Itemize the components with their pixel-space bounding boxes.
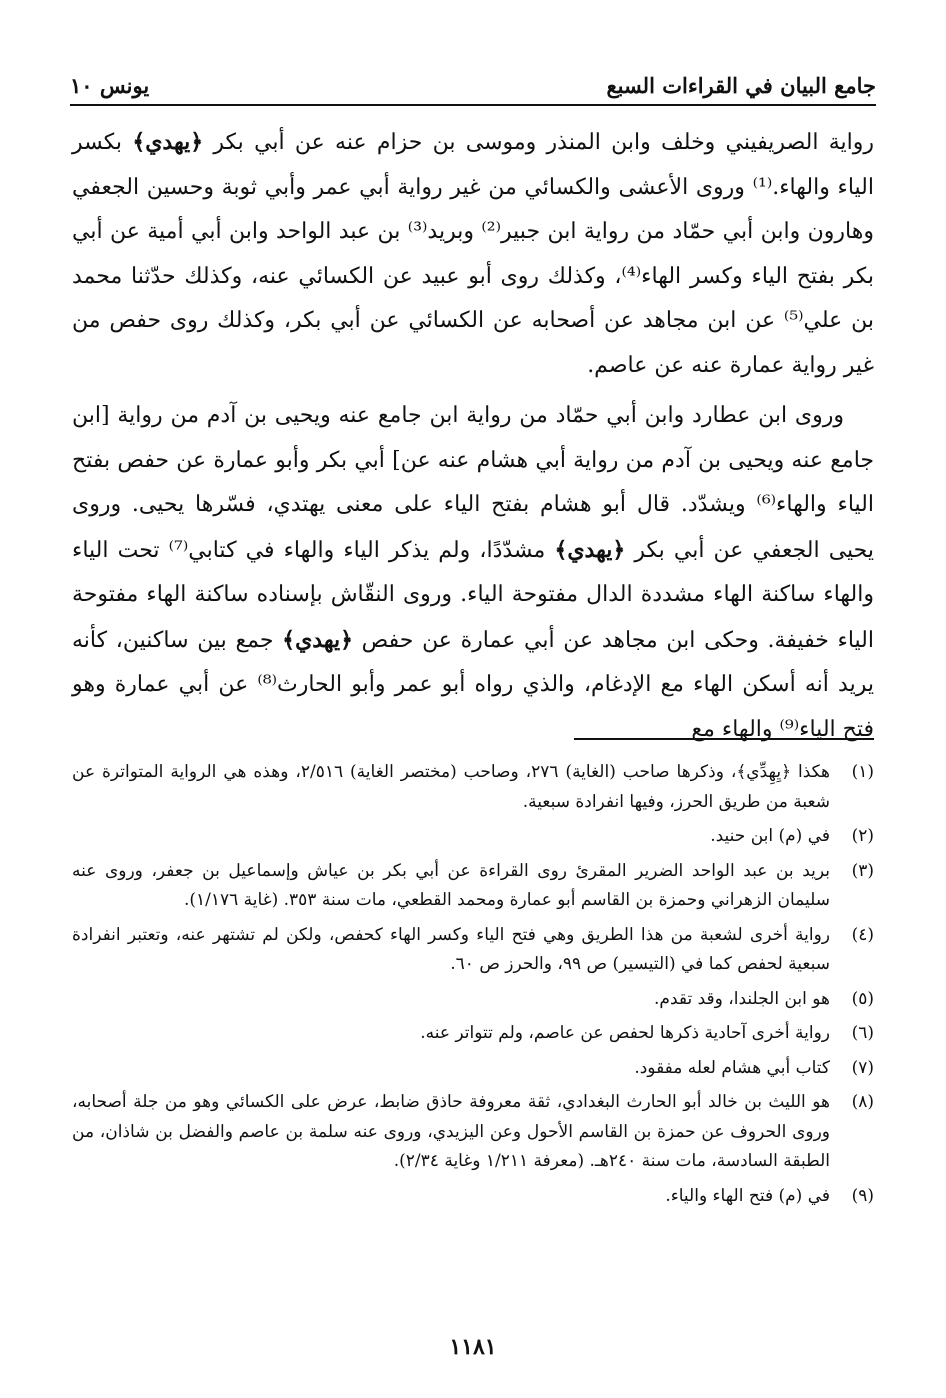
- footnote-text: رواية أخرى آحادية ذكرها لحفص عن عاصم، ولم تتواتر عنه.: [420, 1023, 830, 1043]
- quran-word: ﴿يهدي﴾: [132, 129, 204, 155]
- footnote-text: هكذا ﴿يِهِدِّي﴾، وذكرها صاحب (الغاية) ٢٧٦، وصاحب (مختصر الغاية) ٢/٥١٦، وهذه هي الرواية المتواترة عن شعبة من طريق الحرز، وفيها انفرادة سبعية.: [72, 762, 830, 812]
- body-text: رواية الصريفيني وخلف وابن المنذر وموسى بن حزام عنه عن أبي بكر: [203, 130, 875, 155]
- footnote-number: (٨): [851, 1092, 874, 1112]
- body-paragraph: [72, 394, 874, 752]
- running-header: [70, 58, 876, 106]
- footnote-text: رواية أخرى لشعبة من هذا الطريق وهي فتح الياء وكسر الهاء كحفص، ولكن لم تشتهر عنه، وتعتبر انفرادة سبعية لحفص كما في (التيسير) ص ٩٩، والحرز ص ٦٠.: [72, 924, 830, 974]
- body-text: مشدّدًا، ولم يذكر الياء والهاء في كتابي⁽⁷⁾ تحت الياء والهاء ساكنة الهاء مشددة الدال مفتوحة الياء. وروى النقّاش بإسناده ساكنة الهاء مفتوحة الياء خفيفة. وحكى ابن مجاهد عن أبي عمارة عن حفص: [72, 537, 874, 653]
- footnote-text: كتاب أبي هشام لعله مفقود.: [634, 1057, 830, 1078]
- footnote-text: في (م) ابن حنيد.: [710, 826, 830, 846]
- main-text: [72, 120, 874, 758]
- footnote-number: (٩): [851, 1185, 874, 1206]
- footnote: [72, 921, 874, 980]
- footnote-number: (١): [851, 762, 874, 782]
- footnote-number: (٥): [851, 988, 874, 1009]
- footnote-text: هو ابن الجلندا، وقد تقدم.: [654, 988, 830, 1009]
- footnote: [72, 822, 874, 852]
- footnote-number: (٦): [851, 1023, 874, 1043]
- footnote: [72, 1182, 874, 1212]
- body-paragraph: [72, 120, 874, 388]
- book-title: جامع البيان في القراءات السبع: [606, 73, 876, 98]
- body-text: جمع بين ساكنين، كأنه يريد أنه أسكن الهاء مع الإدغام، والذي رواه أبو عمر وأبو الحارث⁽⁸⁾ عن أبي عمارة وهو فتح الياء⁽⁹⁾ والهاء مع: [72, 627, 874, 742]
- footnote-number: (٢): [851, 826, 874, 846]
- footnote: [72, 1088, 874, 1177]
- quran-word: ﴿يهدي﴾: [282, 626, 353, 653]
- footnote-number: (٣): [851, 860, 874, 881]
- footnote-separator: [574, 738, 874, 740]
- footnote-number: (٤): [851, 924, 874, 945]
- footnote-text: في (م) فتح الهاء والياء.: [665, 1185, 830, 1206]
- footnote-text: بريد بن عبد الواحد الضرير المقرئ روى القراءة عن أبي بكر بن عياش وإسماعيل بن جعفر، وروى عنه سليمان الزهراني وحمزة بن القاسم أبو عمارة ومحمد القطعي، مات سنة ٣٥٣. (غاية ١/١٧٦).: [72, 860, 830, 910]
- footnote-number: (٧): [851, 1057, 874, 1078]
- footnote: [72, 857, 874, 916]
- footnote: [72, 985, 874, 1015]
- body-text: وروى ابن عطارد وابن أبي حمّاد من رواية ابن جامع عنه ويحيى بن آدم من رواية [ابن جامع عنه ويحيى بن آدم من رواية أبي هشام عنه عن] أبي بكر وأبو عمارة عن حفص بفتح الياء والهاء⁽⁶⁾ ويشدّد. قال أبو هشام بفتح الياء على معنى يهتدي، فسّرها يحيى. وروى يحيى الجعفي عن أبي بكر: [72, 403, 874, 563]
- quran-word: ﴿يهدي﴾: [554, 536, 626, 563]
- section-label: يونس ١٠: [70, 73, 150, 98]
- footnotes: [72, 758, 874, 1216]
- footnote-text: هو الليث بن خالد أبو الحارث البغدادي، ثقة معروفة حاذق ضابط، عرض على الكسائي وهو من جلة أصحابه، وروى الحروف عن حمزة بن القاسم الأحول وعن اليزيدي، وروى عنه سلمة بن عاصم والفضل بن شاذان، من الطبقة السادسة، مات سنة ٢٤٠هـ. (معرفة ١/٢١١ وغاية ٢/٣٤).: [72, 1092, 830, 1171]
- body-text: بكسر الياء والهاء.⁽¹⁾ وروى الأعشى والكسائي من غير رواية أبي عمر وأبي ثوبة وحسين الجعفي وهارون وابن أبي حمّاد من رواية ابن جبير⁽²⁾ وبريد⁽³⁾ بن عبد الواحد وابن أبي أمية عن أبي بكر بفتح الياء وكسر الهاء⁽⁴⁾، وكذلك روى أبو عبيد عن الكسائي عنه، وكذلك حدّثنا محمد بن علي⁽⁵⁾ عن ابن مجاهد عن أصحابه عن الكسائي عن أبي بكر، وكذلك روى حفص من غير رواية عمارة عنه عن عاصم.: [72, 130, 875, 378]
- footnote: [72, 758, 874, 817]
- footnote: [72, 1019, 874, 1049]
- footnote: [72, 1054, 874, 1084]
- page-number: ١١٨١: [449, 1334, 497, 1360]
